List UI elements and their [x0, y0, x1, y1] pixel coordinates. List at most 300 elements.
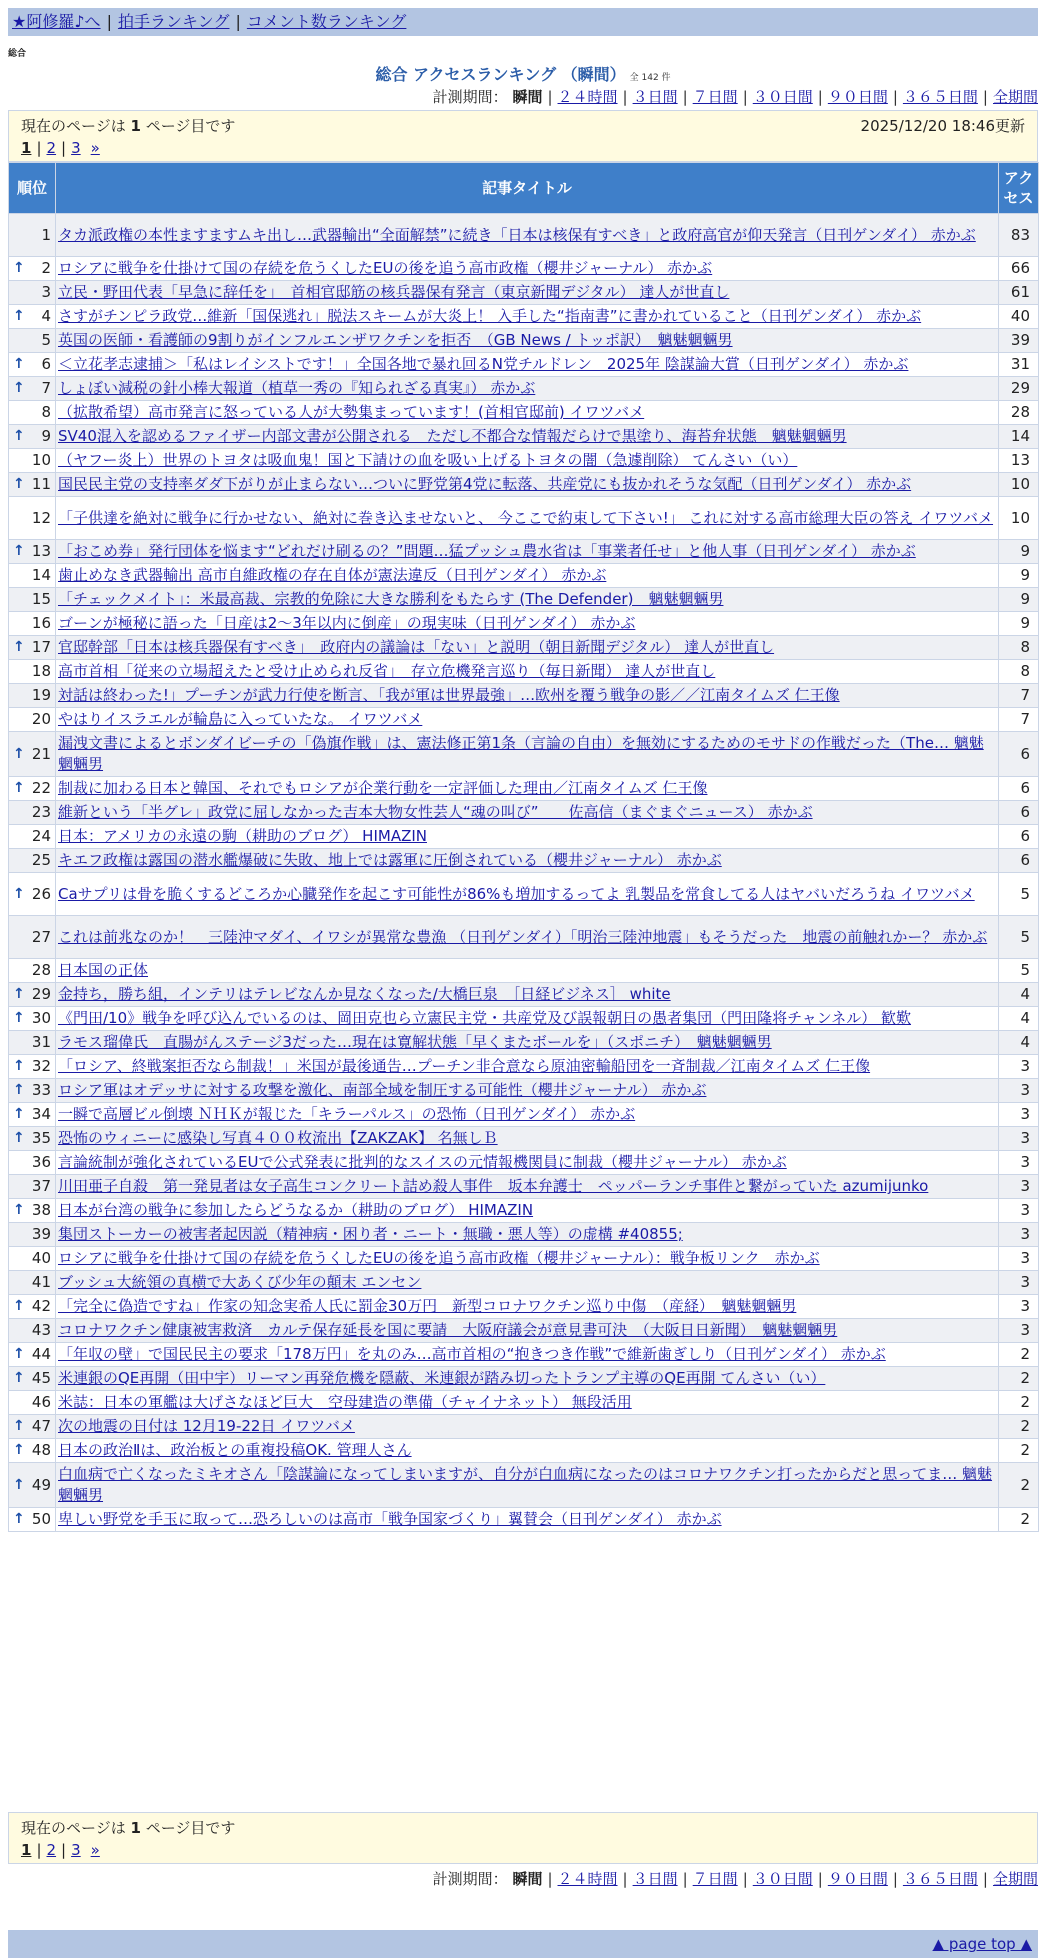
article-link[interactable]: ロシアに戦争を仕掛けて国の存続を危うくしたEUの後を追う高市政権（櫻井ジャーナル）：戦争板リンク 赤かぶ	[58, 1249, 820, 1267]
rank-cell	[9, 1151, 56, 1175]
table-row	[9, 377, 1039, 401]
article-link[interactable]: ブッシュ大統領の真横で大あくび少年の顛末 エンセン	[58, 1273, 422, 1291]
rank-number: 36	[31, 1153, 51, 1171]
article-link[interactable]: （ヤフー炎上）世界のトヨタは吸血鬼！国と下請けの血を吸い上げるトヨタの闇（急遽削除） てんさい（い）	[58, 451, 798, 469]
comment-ranking-link[interactable]: コメント数ランキング	[246, 12, 407, 31]
period-link-7d[interactable]: ７日間	[692, 88, 738, 106]
rank-up-arrow-icon: ↑	[13, 476, 25, 492]
article-link[interactable]: やはりイスラエルが輪島に入っていたな。 イワツバメ	[58, 710, 423, 728]
article-link[interactable]: 恐怖のウィニーに感染し写真４００枚流出【ZAKZAK】 名無しＢ	[58, 1129, 498, 1147]
rank-number: 48	[31, 1441, 51, 1459]
rank-cell	[9, 1295, 56, 1319]
access-count: 3	[999, 1127, 1039, 1151]
rank-number: 16	[31, 614, 51, 632]
rank-up-arrow-icon: ↑	[13, 1418, 25, 1434]
rank-cell	[9, 849, 56, 873]
rank-number: 3	[41, 283, 51, 301]
article-link[interactable]: 日本の政治Ⅱは、政治板との重複投稿OK. 管理人さん	[58, 1441, 412, 1459]
title-cell	[56, 1199, 999, 1223]
rank-number: 9	[41, 427, 51, 445]
rank-number: 50	[31, 1510, 51, 1528]
rank-up-arrow-icon: ↑	[13, 1130, 25, 1146]
table-row	[9, 916, 1039, 959]
period-link-365d[interactable]: ３６５日間	[902, 88, 978, 106]
access-count: 7	[999, 708, 1039, 732]
ranking-table-body	[9, 214, 1039, 1532]
access-count: 5	[999, 873, 1039, 916]
rank-up-arrow-icon: ↑	[13, 1370, 25, 1386]
period-link-all[interactable]: 全期間	[992, 1870, 1038, 1888]
article-link[interactable]: これは前兆なのか！ 三陸沖マダイ、イワシが異常な豊漁 （日刊ゲンダイ）「明治三陸沖地震」もそうだった 地震の前触れかー？ 赤かぶ	[58, 927, 988, 946]
rank-number: 26	[31, 884, 51, 903]
rank-number: 43	[31, 1321, 51, 1339]
rank-cell	[9, 1079, 56, 1103]
page-info-number: 1	[130, 1819, 141, 1837]
table-row	[9, 801, 1039, 825]
rank-up-arrow-icon: ↑	[13, 639, 25, 655]
pager-next[interactable]: »	[90, 1841, 100, 1859]
title-cell	[56, 1007, 999, 1031]
access-count: 3	[999, 1151, 1039, 1175]
rank-number: 35	[31, 1129, 51, 1147]
page-info-prefix: 現在のページは	[21, 117, 126, 135]
title-cell	[56, 1367, 999, 1391]
rank-cell	[9, 983, 56, 1007]
rank-cell	[9, 1175, 56, 1199]
table-row	[9, 1127, 1039, 1151]
article-link[interactable]: 英国の医師・看護師の9割りがインフルエンザワクチンを拒否 （GB News / トッポ訳） 魑魅魍魎男	[58, 331, 733, 349]
rank-cell	[9, 1271, 56, 1295]
access-count: 7	[999, 684, 1039, 708]
rank-cell	[9, 732, 56, 777]
article-link[interactable]: コロナワクチン健康被害救済 カルテ保存延長を国に要請 大阪府議会が意見書可決 （大阪日日新聞） 魑魅魍魎男	[58, 1321, 838, 1339]
title-cell	[56, 473, 999, 497]
period-link-24h[interactable]: ２４時間	[557, 88, 618, 106]
title-cell	[56, 1103, 999, 1127]
period-link-90d[interactable]: ９０日間	[827, 1870, 888, 1888]
access-count: 4	[999, 983, 1039, 1007]
rank-cell	[9, 473, 56, 497]
access-count: 5	[999, 959, 1039, 983]
table-header-row	[9, 163, 1039, 214]
table-row	[9, 849, 1039, 873]
table-row	[9, 1247, 1039, 1271]
pager-page-3[interactable]: 3	[71, 139, 81, 157]
page-info-bottom	[8, 1812, 1038, 1864]
table-row	[9, 401, 1039, 425]
rank-number: 38	[31, 1201, 51, 1219]
header-access: アクセス	[999, 163, 1039, 214]
rank-number: 32	[31, 1057, 51, 1075]
title-cell	[56, 636, 999, 660]
period-link-all[interactable]: 全期間	[992, 88, 1038, 106]
table-row	[9, 305, 1039, 329]
period-link-24h[interactable]: ２４時間	[557, 1870, 618, 1888]
access-count: 13	[999, 449, 1039, 473]
pager-page-current[interactable]: 1	[21, 1841, 32, 1859]
access-count: 6	[999, 777, 1039, 801]
title-cell	[56, 281, 999, 305]
period-link-30d[interactable]: ３０日間	[752, 1870, 813, 1888]
rank-number: 20	[31, 710, 51, 728]
rank-cell	[9, 660, 56, 684]
title-cell	[56, 401, 999, 425]
access-count: 9	[999, 612, 1039, 636]
pager-page-2[interactable]: 2	[46, 1841, 57, 1859]
article-link[interactable]: ゴーンが極秘に語った「日産は2～3年以内に倒産」の現実味（日刊ゲンダイ） 赤かぶ	[58, 614, 636, 632]
table-row	[9, 214, 1039, 257]
article-link[interactable]: 立民・野田代表「早急に辞任を」 首相官邸筋の核兵器保有発言（東京新聞デジタル） 達人が世直し	[58, 283, 730, 301]
rank-cell	[9, 377, 56, 401]
rank-number: 7	[41, 379, 51, 397]
rank-cell	[9, 281, 56, 305]
rank-up-arrow-icon: ↑	[13, 543, 25, 559]
rank-cell	[9, 1247, 56, 1271]
article-link[interactable]: 一瞬で高層ビル倒壊 ＮＨＫが報じた「キラーパルス」の恐怖（日刊ゲンダイ） 赤かぶ	[58, 1105, 636, 1123]
article-link[interactable]: 官邸幹部「日本は核兵器保有すべき」 政府内の議論は「ない」と説明（朝日新聞デジタル） 達人が世直し	[58, 638, 775, 656]
title-cell	[56, 497, 999, 540]
rank-up-arrow-icon: ↑	[13, 1476, 25, 1493]
article-link[interactable]: 漏洩文書によるとボンダイビーチの「偽旗作戦」は、憲法修正第1条（言論の自由）を無効にするためのモサドの作戦だった（The… 魑魅魍魎男	[58, 734, 984, 773]
access-count: 10	[999, 497, 1039, 540]
rank-number: 44	[31, 1345, 51, 1363]
title-cell	[56, 612, 999, 636]
title-cell	[56, 425, 999, 449]
period-link-90d[interactable]: ９０日間	[827, 88, 888, 106]
home-link[interactable]: ★阿修羅♪へ	[12, 12, 101, 31]
rank-number: 31	[31, 1033, 51, 1051]
page-top-link[interactable]: ▲ page top ▲	[932, 1935, 1032, 1953]
rank-cell	[9, 1055, 56, 1079]
rank-cell	[9, 1319, 56, 1343]
title-cell	[56, 1439, 999, 1463]
access-count: 6	[999, 825, 1039, 849]
rank-number: 12	[31, 508, 51, 527]
rank-number: 17	[31, 638, 51, 656]
article-link[interactable]: 米誌：日本の軍艦は大げさなほど巨大 空母建造の準備（チャイナネット） 無段活用	[58, 1393, 632, 1411]
rank-number: 5	[41, 331, 51, 349]
rank-cell	[9, 708, 56, 732]
article-link[interactable]: （拡散希望）高市発言に怒っている人が大勢集まっています！(首相官邸前) イワツバメ	[58, 403, 645, 421]
rank-number: 46	[31, 1393, 51, 1411]
rank-number: 24	[31, 827, 51, 845]
applause-ranking-link[interactable]: 拍手ランキング	[117, 12, 230, 31]
table-row	[9, 1103, 1039, 1127]
access-count: 4	[999, 1031, 1039, 1055]
table-row	[9, 588, 1039, 612]
rank-up-arrow-icon: ↑	[13, 308, 25, 324]
title-cell	[56, 257, 999, 281]
table-row	[9, 1508, 1039, 1532]
article-link[interactable]: さすがチンピラ政党…維新「国保逃れ」脱法スキームが大炎上！ 入手した“指南書”に書かれていること（日刊ゲンダイ） 赤かぶ	[58, 307, 922, 325]
table-row	[9, 449, 1039, 473]
period-label: 計測期間：	[432, 1870, 508, 1888]
access-count: 10	[999, 473, 1039, 497]
table-row	[9, 281, 1039, 305]
article-link[interactable]: 「完全に偽造ですね」作家の知念実希人氏に罰金30万円 新型コロナワクチン巡り中傷 （産経） 魑魅魍魎男	[58, 1297, 797, 1315]
rank-cell	[9, 1415, 56, 1439]
table-row	[9, 564, 1039, 588]
access-count: 6	[999, 801, 1039, 825]
title-cell	[56, 1079, 999, 1103]
table-row	[9, 1175, 1039, 1199]
page-info-top	[8, 110, 1038, 162]
rank-number: 22	[31, 779, 51, 797]
article-link[interactable]: 歯止めなき武器輸出 高市自維政権の存在自体が憲法違反（日刊ゲンダイ） 赤かぶ	[58, 566, 607, 584]
rank-up-arrow-icon: ↑	[13, 986, 25, 1002]
access-count: 2	[999, 1343, 1039, 1367]
rank-up-arrow-icon: ↑	[13, 1082, 25, 1098]
rank-cell	[9, 1391, 56, 1415]
article-link[interactable]: 言論統制が強化されているEUで公式発表に批判的なスイスの元情報機関員に制裁（櫻井ジャーナル） 赤かぶ	[58, 1153, 787, 1171]
access-count: 3	[999, 1199, 1039, 1223]
rank-number: 47	[31, 1417, 51, 1435]
title-cell	[56, 214, 999, 257]
rank-cell	[9, 777, 56, 801]
rank-up-arrow-icon: ↑	[13, 1202, 25, 1218]
title-cell	[56, 916, 999, 959]
article-link[interactable]: タカ派政権の本性ますますムキ出し…武器輸出“全面解禁”に続き「日本は核保有すべき」と政府高官が仰天発言（日刊ゲンダイ） 赤かぶ	[58, 225, 976, 244]
article-link[interactable]: しょぼい減税の針小棒大報道（植草一秀の『知られざる真実』） 赤かぶ	[58, 379, 536, 397]
rank-up-arrow-icon: ↑	[13, 356, 25, 372]
table-row	[9, 329, 1039, 353]
access-count: 8	[999, 636, 1039, 660]
title-cell	[56, 1391, 999, 1415]
rank-cell	[9, 425, 56, 449]
rank-cell	[9, 353, 56, 377]
title-cell	[56, 660, 999, 684]
access-count: 66	[999, 257, 1039, 281]
article-link[interactable]: 維新という「半グレ」政党に屈しなかった吉本大物女性芸人“魂の叫び” 佐高信（まぐまぐニュース） 赤かぶ	[58, 803, 813, 821]
rank-up-arrow-icon: ↑	[13, 1442, 25, 1458]
rank-up-arrow-icon: ↑	[13, 1346, 25, 1362]
title-cell	[56, 1271, 999, 1295]
title-cell	[56, 959, 999, 983]
rank-number: 37	[31, 1177, 51, 1195]
article-link[interactable]: SV40混入を認めるファイザー内部文書が公開される ただし不都合な情報だらけで黒塗り、海苔弁状態 魑魅魍魎男	[58, 427, 847, 445]
table-row	[9, 777, 1039, 801]
pager-page-current[interactable]: 1	[21, 139, 32, 157]
title-cell	[56, 1343, 999, 1367]
page-info-prefix: 現在のページは	[21, 1819, 126, 1837]
table-row	[9, 1415, 1039, 1439]
rank-number: 19	[31, 686, 51, 704]
period-link-3d[interactable]: ３日間	[632, 1870, 678, 1888]
rank-cell	[9, 1463, 56, 1508]
ranking-table	[8, 162, 1039, 1532]
title-cell	[56, 1463, 999, 1508]
rank-cell	[9, 873, 56, 916]
article-link[interactable]: 《門田/10》戦争を呼び込んでいるのは、岡田克也ら立憲民主党・共産党及び誤報朝日の愚者集団（門田隆将チャンネル） 歓歎	[58, 1009, 912, 1027]
rank-number: 34	[31, 1105, 51, 1123]
rank-number: 25	[31, 851, 51, 869]
rank-cell	[9, 1343, 56, 1367]
pager-top: 1 | 2 | 3 »	[21, 139, 100, 157]
table-row	[9, 959, 1039, 983]
rank-up-arrow-icon: ↑	[13, 1511, 25, 1527]
table-row	[9, 1367, 1039, 1391]
table-row	[9, 1031, 1039, 1055]
rank-cell	[9, 959, 56, 983]
article-link[interactable]: 次の地震の日付は 12月19-22日 イワツバメ	[58, 1417, 355, 1435]
article-link[interactable]: ＜立花孝志逮捕＞「私はレイシストです！」全国各地で暴れ回るN党チルドレン 2025年 陰謀論大賞（日刊ゲンダイ） 赤かぶ	[58, 355, 909, 373]
table-row	[9, 1343, 1039, 1367]
period-link-365d[interactable]: ３６５日間	[902, 1870, 978, 1888]
table-row	[9, 1055, 1039, 1079]
article-link[interactable]: 「年収の壁」で国民民主の要求「178万円」を丸のみ…高市首相の“抱きつき作戦”で維新歯ぎしり（日刊ゲンダイ） 赤かぶ	[58, 1345, 886, 1363]
period-current: 瞬間	[512, 1870, 543, 1888]
article-link[interactable]: 白血病で亡くなったミキオさん「陰謀論になってしまいますが、自分が白血病になったのはコロナワクチン打ったからだと思ってま… 魑魅魍魎男	[58, 1465, 993, 1504]
title-cell	[56, 377, 999, 401]
header-title: 記事タイトル	[56, 163, 999, 214]
access-count: 3	[999, 1175, 1039, 1199]
article-link[interactable]: 制裁に加わる日本と韓国、それでもロシアが企業行動を一定評価した理由／江南タイムズ 仁王像	[58, 779, 708, 797]
title-cell	[56, 564, 999, 588]
access-count: 14	[999, 425, 1039, 449]
article-link[interactable]: ラモス瑠偉氏 直腸がんステージ3だった…現在は寛解状態「早くまたボールを」（スポニチ） 魑魅魍魎男	[58, 1033, 772, 1051]
title-cell	[56, 305, 999, 329]
rank-cell	[9, 564, 56, 588]
article-link[interactable]: 対話は終わった!」プーチンが武力行使を断言、「我が軍は世界最強」…欧州を覆う戦争の影／／江南タイムズ 仁王像	[58, 686, 840, 704]
nav-separator: |	[106, 12, 112, 31]
title-cell	[56, 449, 999, 473]
rank-number: 30	[31, 1009, 51, 1027]
title-cell	[56, 540, 999, 564]
table-row	[9, 473, 1039, 497]
article-link[interactable]: ロシア軍はオデッサに対する攻撃を激化、南部全域を制圧する可能性（櫻井ジャーナル） 赤かぶ	[58, 1081, 707, 1099]
article-link[interactable]: 「ロシア、終戦案拒否なら制裁！」米国が最後通告…プーチン非合意なら原油密輸船団を一斉制裁／江南タイムズ 仁王像	[58, 1057, 871, 1075]
table-row	[9, 257, 1039, 281]
pager-page-2[interactable]: 2	[46, 139, 57, 157]
rank-up-arrow-icon: ↑	[13, 1058, 25, 1074]
rank-cell	[9, 449, 56, 473]
access-count: 2	[999, 1415, 1039, 1439]
article-link[interactable]: 米連銀のQE再開（田中宇）リーマン再発危機を隠蔽、米連銀が踏み切ったトランプ主導のQE再開 てんさい（い）	[58, 1369, 826, 1387]
title-cell	[56, 1223, 999, 1247]
table-row	[9, 1223, 1039, 1247]
table-row	[9, 1151, 1039, 1175]
period-link-7d[interactable]: ７日間	[692, 1870, 738, 1888]
rank-cell	[9, 916, 56, 959]
period-link-30d[interactable]: ３０日間	[752, 88, 813, 106]
title-cell	[56, 1055, 999, 1079]
table-row	[9, 1271, 1039, 1295]
article-link[interactable]: 「子供達を絶対に戦争に行かせない、絶対に巻き込ませないと、 今ここで約束して下さい!」 これに対する高市総理大臣の答え イワツバメ	[58, 508, 994, 527]
title-cell	[56, 1175, 999, 1199]
page-title	[0, 62, 1046, 85]
rank-cell	[9, 1223, 56, 1247]
header-rank: 順位	[9, 163, 56, 214]
period-selector-top: 計測期間： 瞬間 | ２４時間 | ３日間 | ７日間 | ３０日間 | ９０日間 | ３６５日間 | 全期間	[432, 88, 1038, 106]
article-link[interactable]: キエフ政権は露国の潜水艦爆破に失敗、地上では露軍に圧倒されている（櫻井ジャーナル） 赤かぶ	[58, 851, 722, 869]
table-row	[9, 353, 1039, 377]
table-row	[9, 1463, 1039, 1508]
rank-number: 29	[31, 985, 51, 1003]
title-cell	[56, 873, 999, 916]
rank-number: 18	[31, 662, 51, 680]
rank-number: 33	[31, 1081, 51, 1099]
article-link[interactable]: 日本が台湾の戦争に参加したらどうなるか（耕助のブログ） HIMAZIN	[58, 1201, 534, 1219]
title-cell	[56, 708, 999, 732]
article-link[interactable]: 日本：アメリカの永遠の駒（耕助のブログ） HIMAZIN	[58, 827, 427, 845]
rank-cell	[9, 540, 56, 564]
table-row	[9, 1439, 1039, 1463]
rank-number: 13	[31, 542, 51, 560]
pager-page-3[interactable]: 3	[71, 1841, 81, 1859]
article-link[interactable]: 金持ち，勝ち組，インテリはテレビなんか見なくなった/大橋巨泉 ［日経ビジネス］ white	[58, 985, 671, 1003]
article-link[interactable]: 高市首相「従来の立場超えたと受け止められ反省」 存立危機発言巡り（毎日新聞） 達人が世直し	[58, 662, 716, 680]
period-current: 瞬間	[512, 88, 543, 106]
article-link[interactable]: 日本国の正体	[58, 961, 149, 979]
rank-cell	[9, 329, 56, 353]
rank-number: 39	[31, 1225, 51, 1243]
top-nav-bar	[8, 8, 1038, 36]
title-cell	[56, 1508, 999, 1532]
pager-next[interactable]: »	[90, 139, 100, 157]
rank-number: 23	[31, 803, 51, 821]
access-count: 3	[999, 1295, 1039, 1319]
article-link[interactable]: 「チェックメイト」：米最高裁、宗教的免除に大きな勝利をもたらす (The Defender) 魑魅魍魎男	[58, 590, 724, 608]
table-row	[9, 1319, 1039, 1343]
article-link[interactable]: Caサプリは骨を脆くするどころか心臓発作を起こす可能性が86%も増加するってよ 乳製品を常食してる人はヤバいだろうね イワツバメ	[58, 884, 975, 903]
article-link[interactable]: 国民民主党の支持率ダダ下がりが止まらない…ついに野党第4党に転落、共産党にも抜かれそうな気配（日刊ゲンダイ） 赤かぶ	[58, 475, 912, 493]
access-count: 40	[999, 305, 1039, 329]
title-cell	[56, 801, 999, 825]
article-link[interactable]: 川田亜子自殺 第一発見者は女子高生コンクリート詰め殺人事件 坂本弁護士 ペッパーランチ事件と繋がっていた azumijunko	[58, 1177, 929, 1195]
rank-cell	[9, 1439, 56, 1463]
period-link-3d[interactable]: ３日間	[632, 88, 678, 106]
rank-cell	[9, 636, 56, 660]
table-row	[9, 873, 1039, 916]
rank-up-arrow-icon: ↑	[13, 1010, 25, 1026]
article-link[interactable]: ロシアに戦争を仕掛けて国の存続を危うくしたEUの後を追う高市政権（櫻井ジャーナル） 赤かぶ	[58, 259, 713, 277]
rank-number: 8	[41, 403, 51, 421]
table-row	[9, 497, 1039, 540]
article-link[interactable]: 集団ストーカーの被害者起因説（精神病・困り者・ニート・無職・悪人等）の虚構 #40855;	[58, 1225, 683, 1243]
rank-number: 6	[41, 355, 51, 373]
rank-cell	[9, 1103, 56, 1127]
table-row	[9, 708, 1039, 732]
rank-number: 27	[31, 927, 51, 946]
title-cell	[56, 1319, 999, 1343]
access-count: 6	[999, 849, 1039, 873]
rank-number: 28	[31, 961, 51, 979]
rank-number: 21	[31, 744, 51, 763]
update-timestamp: 2025/12/20 18:46更新	[860, 117, 1025, 135]
title-cell	[56, 684, 999, 708]
title-cell	[56, 1415, 999, 1439]
rank-number: 49	[31, 1475, 51, 1494]
article-link[interactable]: 「おこめ券」発行団体を悩ます“どれだけ刷るの？”問題…猛プッシュ農水省は「事業者任せ」と他人事（日刊ゲンダイ） 赤かぶ	[58, 542, 916, 560]
access-count: 61	[999, 281, 1039, 305]
access-count: 3	[999, 1103, 1039, 1127]
rank-up-arrow-icon: ↑	[13, 780, 25, 796]
article-link[interactable]: 卑しい野党を手玉に取って…恐ろしいのは高市「戦争国家づくり」翼賛会（日刊ゲンダイ） 赤かぶ	[58, 1510, 722, 1528]
table-row	[9, 636, 1039, 660]
table-row	[9, 425, 1039, 449]
pager-bottom: 1 | 2 | 3 »	[21, 1841, 100, 1859]
access-count: 3	[999, 1055, 1039, 1079]
access-count: 2	[999, 1391, 1039, 1415]
rank-cell	[9, 1508, 56, 1532]
table-row	[9, 1199, 1039, 1223]
rank-cell	[9, 684, 56, 708]
access-count: 39	[999, 329, 1039, 353]
table-row	[9, 684, 1039, 708]
nav-separator: |	[235, 12, 241, 31]
access-count: 29	[999, 377, 1039, 401]
rank-number: 14	[31, 566, 51, 584]
